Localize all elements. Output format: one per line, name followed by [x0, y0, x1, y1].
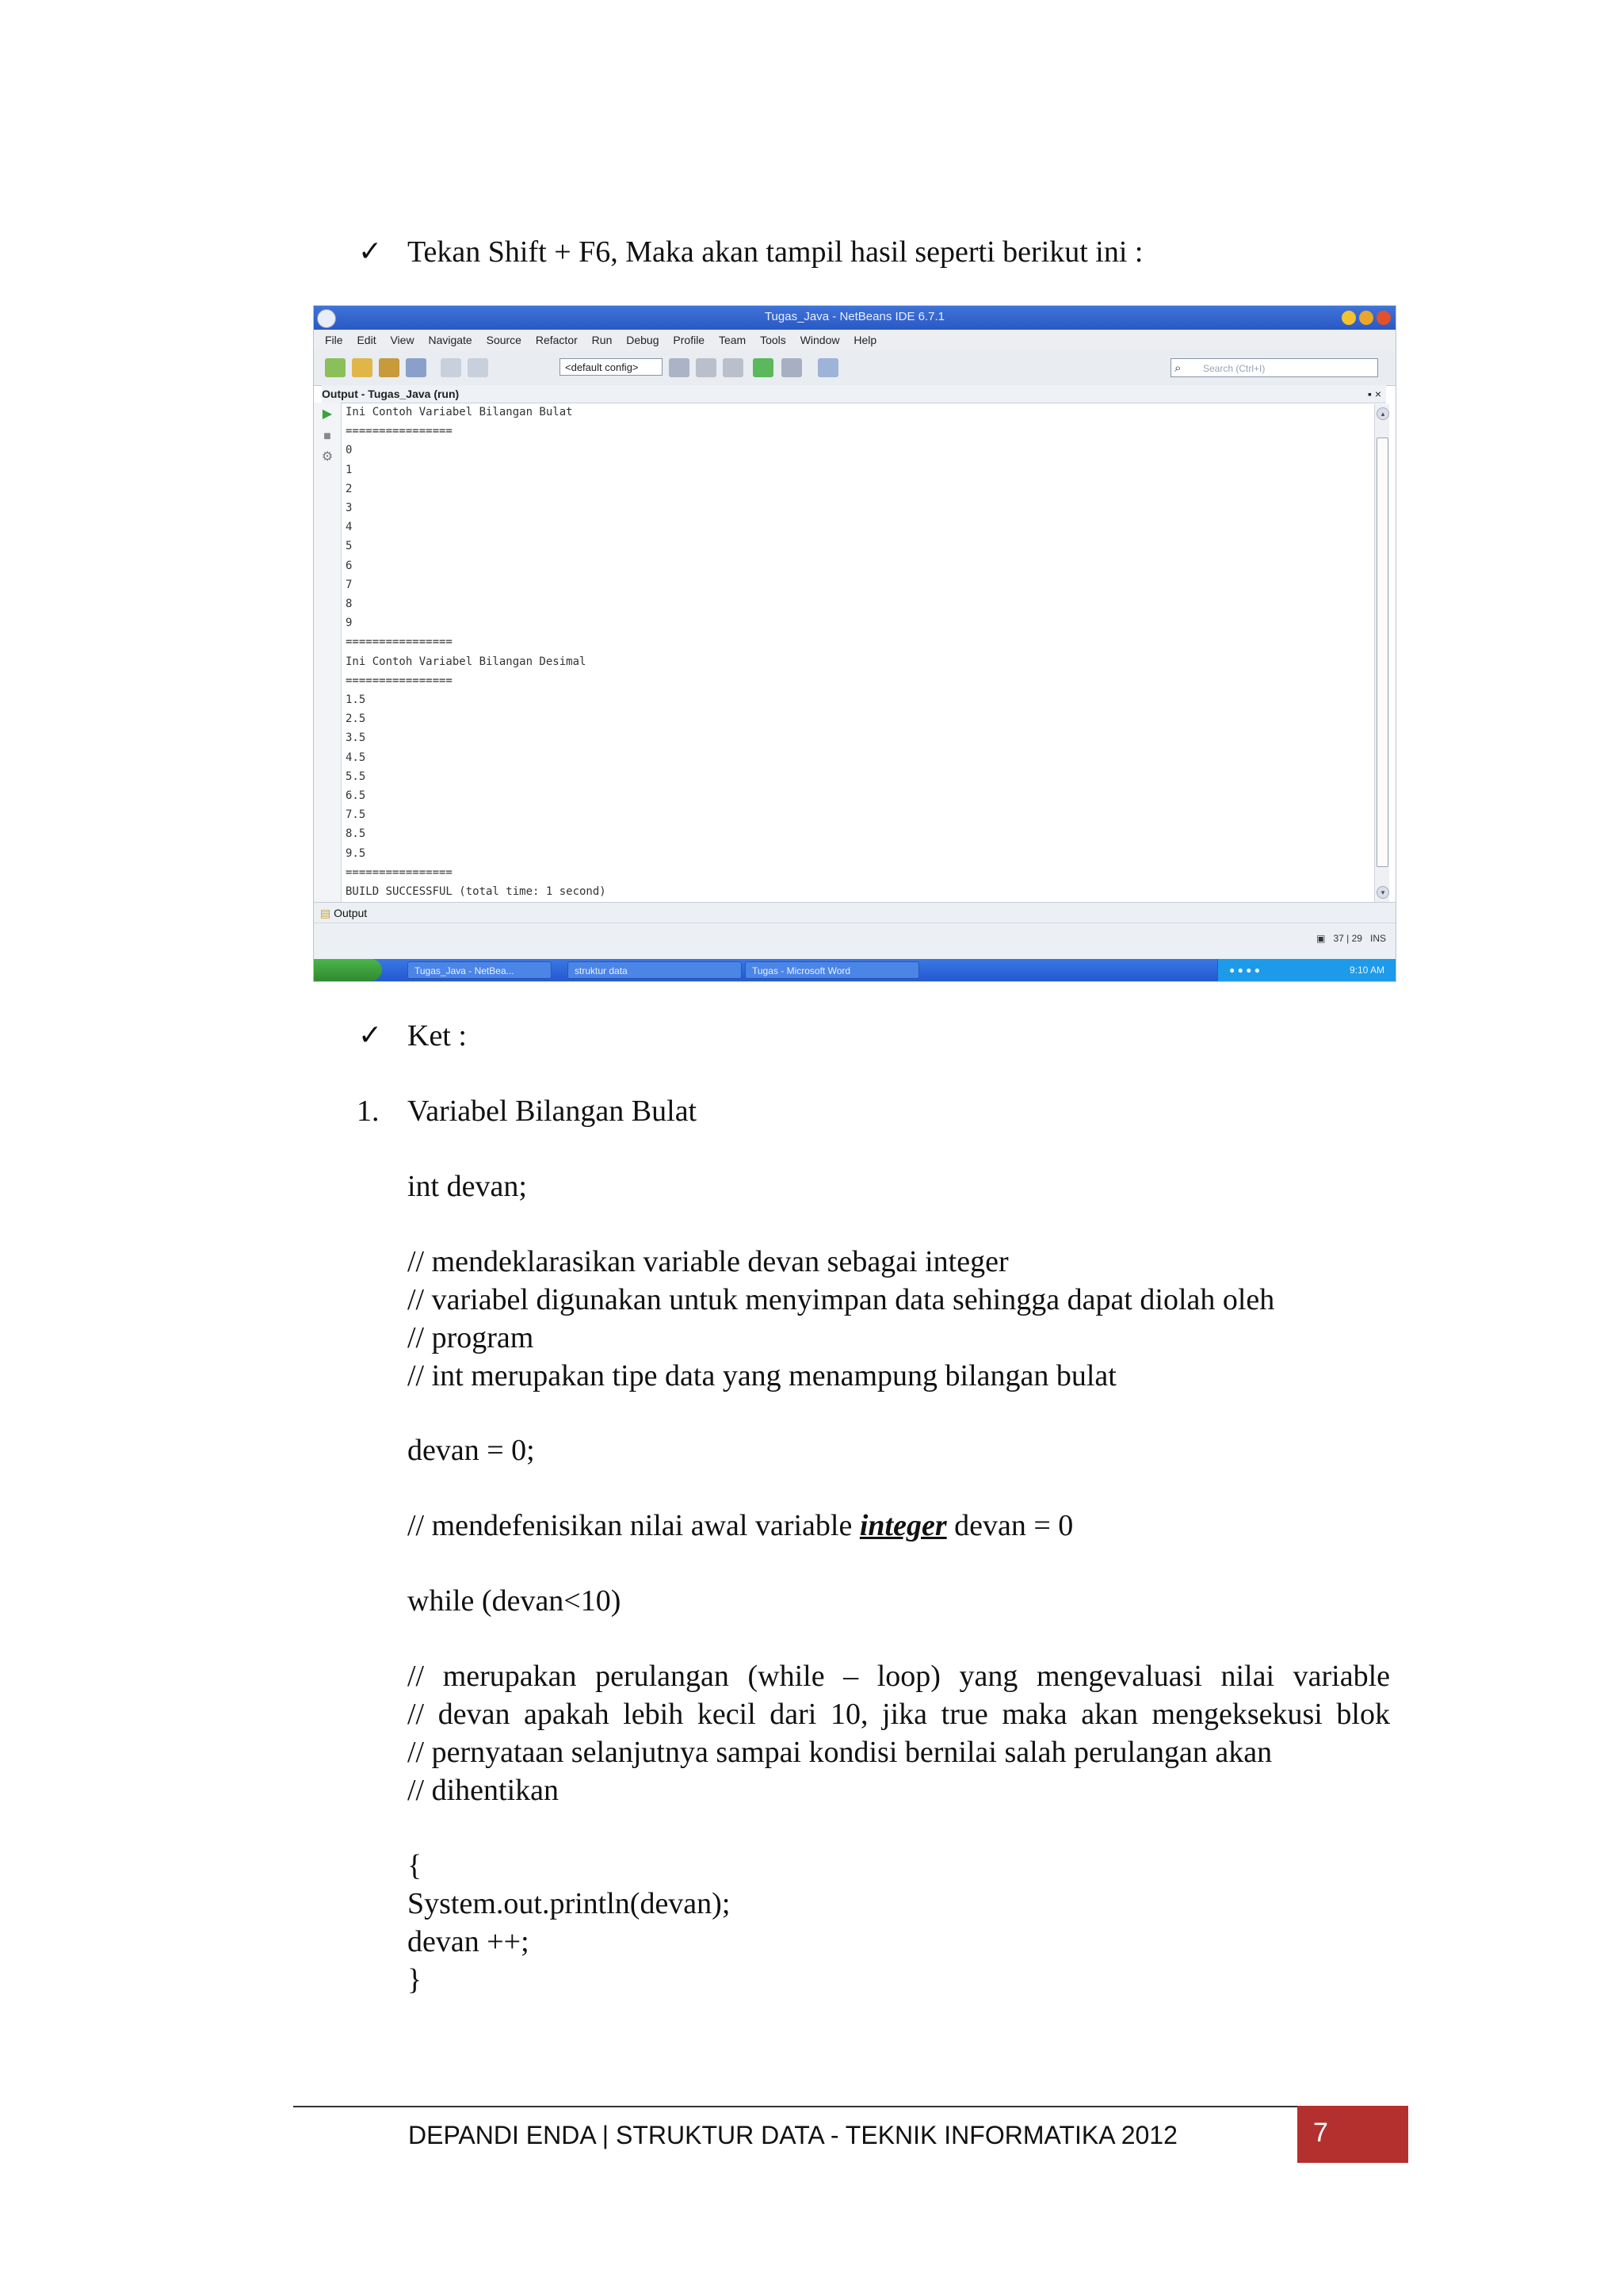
footer-divider [293, 2106, 1297, 2107]
settings-icon[interactable]: ⚙ [321, 450, 334, 464]
clock: 9:10 AM [1349, 965, 1384, 976]
tab-output[interactable]: Output [334, 907, 368, 919]
console-line: Ini Contoh Variabel Bilangan Desimal [346, 655, 586, 668]
menu-refactor[interactable]: Refactor [535, 334, 578, 346]
menu-help[interactable]: Help [854, 334, 877, 346]
comment-line: // devan apakah lebih kecil dari 10, jika true maka akan mengeksekusi blok [407, 1698, 1390, 1731]
ket-label: Ket : [407, 1019, 467, 1052]
new-project-icon[interactable] [352, 358, 372, 377]
console-line: 2 [346, 482, 353, 495]
code-line: int devan; [407, 1170, 527, 1203]
comment-line: // merupakan perulangan (while – loop) yang mengevaluasi nilai variable [407, 1660, 1390, 1693]
console-line: 6 [346, 559, 353, 572]
output-panel-header [322, 385, 1386, 403]
code-line: devan = 0; [407, 1434, 535, 1467]
console-line: 4 [346, 521, 353, 534]
debug-icon[interactable] [781, 358, 802, 377]
console-line: 0 [346, 444, 353, 457]
output-gutter [314, 403, 342, 902]
console-line: 1.5 [346, 693, 366, 707]
scroll-down-icon[interactable]: ▾ [1377, 886, 1389, 899]
status-info [1316, 933, 1386, 944]
search-icon: ⌕ [1174, 361, 1182, 375]
stop-icon[interactable]: ■ [323, 430, 331, 443]
console-line: 5 [346, 540, 353, 553]
page-number-box [1297, 2106, 1408, 2163]
console-line: Ini Contoh Variabel Bilangan Bulat [346, 406, 573, 418]
comment-line: // variabel digunakan untuk menyimpan data sehingga dapat diolah oleh [407, 1283, 1275, 1316]
section-title: Variabel Bilangan Bulat [407, 1095, 697, 1128]
menu-profile[interactable]: Profile [673, 334, 705, 346]
keyword-integer: integer [859, 1509, 947, 1542]
window-titlebar [314, 306, 1396, 330]
rerun-icon[interactable]: ▶ [322, 407, 333, 421]
comment-line: // pernyataan selanjutnya sampai kondisi bernilai salah perulangan akan [407, 1736, 1273, 1769]
taskbar-item[interactable]: struktur data [567, 961, 742, 979]
menu-run[interactable]: Run [591, 334, 613, 346]
ide-screenshot [313, 305, 1396, 982]
output-tab-bar [314, 902, 1396, 923]
search-placeholder: Search (Ctrl+I) [1203, 363, 1266, 374]
console-line: 3 [346, 502, 353, 515]
console-line: ================ [346, 636, 453, 649]
undo-icon[interactable] [441, 358, 461, 377]
console-line: 9.5 [346, 846, 366, 860]
redo-icon[interactable] [468, 358, 488, 377]
menu-team[interactable]: Team [718, 334, 747, 346]
tray-icons[interactable]: ● ● ● ● [1229, 965, 1260, 976]
menu-window[interactable]: Window [800, 334, 840, 346]
close-icon[interactable] [1377, 311, 1391, 325]
build-icon[interactable] [696, 358, 716, 377]
scrollbar-thumb[interactable] [1377, 437, 1388, 867]
comment-text: devan = 0 [946, 1509, 1074, 1542]
code-line: while (devan<10) [407, 1584, 621, 1618]
menu-navigate[interactable]: Navigate [428, 334, 472, 346]
check-icon: ✓ [358, 1019, 383, 1052]
footer-text: DEPANDI ENDA | STRUKTUR DATA - TEKNIK INFORMATIKA 2012 [408, 2121, 1178, 2149]
scroll-up-icon[interactable]: ▴ [1377, 407, 1389, 420]
open-project-icon[interactable] [379, 358, 399, 377]
output-title: Output - Tugas_Java (run) [322, 388, 460, 400]
search-input[interactable] [1170, 358, 1378, 377]
run-icon[interactable] [753, 358, 773, 377]
console-line: 4.5 [346, 751, 366, 764]
panel-controls-icon[interactable]: ▪ × [1367, 388, 1381, 400]
comment-line: // program [407, 1321, 534, 1354]
console-line: ================ [346, 425, 453, 438]
menu-view[interactable]: View [390, 334, 414, 346]
console-output [346, 403, 1352, 897]
comment-line: // mendeklarasikan variable devan sebagai integer [407, 1245, 1009, 1278]
console-line: ================ [346, 674, 453, 687]
menu-debug[interactable]: Debug [626, 334, 659, 346]
comment-text: // mendefenisikan nilai awal variable [407, 1509, 860, 1542]
taskbar-item[interactable]: Tugas - Microsoft Word [745, 961, 919, 979]
notification-icon[interactable]: ▣ [1316, 933, 1326, 944]
console-line: 8.5 [346, 827, 366, 841]
console-line: 1 [346, 463, 353, 476]
comment-line: // int merupakan tipe data yang menampung bilangan bulat [407, 1359, 1117, 1392]
list-number: 1. [357, 1095, 380, 1128]
code-line: devan ++; [407, 1925, 529, 1958]
console-line: 6.5 [346, 789, 366, 803]
config-select[interactable]: <default config> [559, 358, 663, 376]
os-taskbar [314, 959, 1396, 981]
profile-icon[interactable] [818, 358, 838, 377]
code-line: System.out.println(devan); [407, 1887, 731, 1920]
status-bar [314, 923, 1396, 960]
console-line: 8 [346, 598, 353, 611]
cursor-position: 37 | 29 [1333, 933, 1362, 944]
start-button[interactable] [314, 959, 382, 981]
page-number: 7 [1313, 2118, 1328, 2148]
console-line: 5.5 [346, 770, 366, 783]
taskbar-item[interactable]: Tugas_Java - NetBea... [407, 961, 552, 979]
comment-line [407, 1507, 1073, 1545]
menu-edit[interactable]: Edit [357, 334, 376, 346]
console-line: 9 [346, 617, 353, 630]
console-line: BUILD SUCCESSFUL (total time: 1 second) [346, 885, 606, 897]
clean-build-icon[interactable] [723, 358, 743, 377]
comment-line: // dihentikan [407, 1774, 559, 1807]
output-tab-icon: ▤ [320, 907, 331, 919]
console-line: 2.5 [346, 712, 366, 726]
code-line: } [407, 1963, 422, 1996]
save-all-icon[interactable] [406, 358, 426, 377]
menu-file[interactable]: File [325, 334, 343, 346]
code-line: { [407, 1849, 422, 1882]
console-line: 3.5 [346, 732, 366, 745]
minimize-icon[interactable] [1342, 311, 1356, 325]
window-title: Tugas_Java - NetBeans IDE 6.7.1 [764, 310, 945, 323]
console-scrollbar[interactable] [1374, 404, 1389, 902]
check-icon: ✓ [358, 235, 383, 268]
toolbar [314, 350, 1396, 386]
console-line: 7 [346, 578, 353, 591]
menu-bar [314, 330, 1396, 350]
menu-source[interactable]: Source [486, 334, 521, 346]
console-line: 7.5 [346, 808, 366, 822]
customize-icon[interactable] [669, 358, 689, 377]
console-line: ================ [346, 865, 453, 879]
system-tray [1217, 959, 1396, 981]
maximize-icon[interactable] [1359, 311, 1373, 325]
menu-tools[interactable]: Tools [760, 334, 786, 346]
new-file-icon[interactable] [325, 358, 346, 377]
intro-text: Tekan Shift + F6, Maka akan tampil hasil seperti berikut ini : [407, 235, 1144, 269]
insert-mode: INS [1369, 933, 1386, 944]
